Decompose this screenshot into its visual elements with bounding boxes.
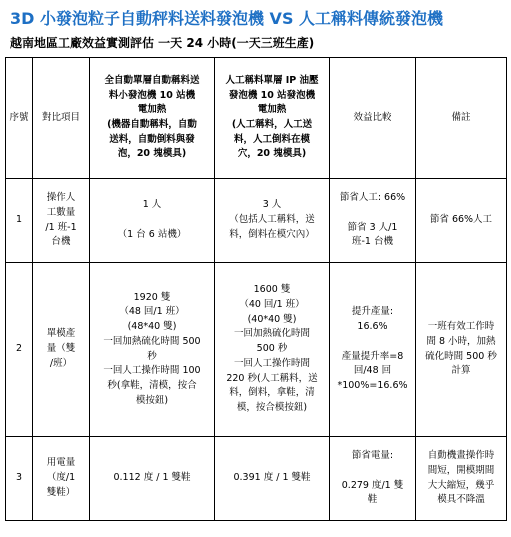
cell-remark (416, 437, 507, 521)
text-line: 穴，20 塊模具) (237, 148, 307, 160)
cell-benefit (330, 179, 416, 263)
text-line: 自動機畫操作時 (427, 450, 495, 462)
header-manual-machine (215, 58, 330, 179)
text-line: 提升產量: (351, 306, 394, 318)
text-line: 一回加熱硫化時間 500 (103, 335, 201, 347)
text-line: 節省 3 人/1 (347, 221, 398, 233)
text-line: (人工稱料，人工送 (231, 119, 313, 130)
text-line: 用電量 (46, 457, 76, 469)
cell-benefit (330, 437, 416, 521)
text-line: 模按鈕) (135, 394, 169, 406)
text-line: 發泡機 10 站發泡機 (228, 89, 316, 101)
cell-manual (215, 179, 330, 263)
text-line: (40*40 雙) (247, 313, 297, 325)
text-line: /1 班-1 (45, 221, 77, 233)
header-remark: 備註 (416, 58, 507, 179)
cell-auto (90, 437, 215, 521)
header-item: 對比項目 (33, 58, 90, 179)
text-line: 秒 (147, 350, 157, 362)
text-line: 一回加熱硫化時間 (233, 328, 310, 340)
text-line (333, 206, 412, 221)
cell-no: 1 (6, 179, 33, 263)
text-line: 硫化時間 500 秒 (425, 350, 497, 362)
text-line: 0.391 度 / 1 雙鞋 (233, 472, 311, 484)
cell-no: 3 (6, 437, 33, 521)
text-line: 0.112 度 / 1 雙鞋 (113, 472, 191, 484)
page-title: 3D 小發泡粒子自動秤料送料發泡機 VS 人工稱料傳統發泡機 (10, 9, 444, 28)
table-row (6, 263, 507, 437)
text-line: 鞋 (367, 494, 378, 506)
cell-benefit (330, 263, 416, 437)
header-no: 序號 (6, 58, 33, 179)
text-line: 泡，20 塊模具) (117, 148, 187, 160)
text-line: 台機 (51, 236, 71, 248)
text-line: （48 回/1 班） (119, 306, 185, 318)
text-line: 雙鞋） (46, 486, 76, 498)
text-line: （1 台 6 站機） (117, 228, 187, 240)
text-line: 模具不降溫 (437, 494, 485, 506)
text-line (333, 335, 412, 350)
text-line: （40 回/1 班） (239, 298, 305, 310)
text-line: 間短，開模期間 (427, 464, 495, 476)
text-line: 工數量 (46, 206, 76, 218)
text-line: 一回人工操作時間 100 (103, 365, 201, 377)
text-line: 節省 66%人工 (429, 214, 493, 226)
text-line: 全自動單層自動稱料送 (104, 74, 200, 86)
text-line: 送料，自動倒料與發 (109, 133, 195, 145)
text-line: 單模產 (46, 328, 76, 340)
text-line: 間 8 小時，加熱 (426, 335, 496, 347)
text-line: (機器自動稱料，自動 (107, 119, 197, 130)
text-line: 電加熱 (257, 104, 287, 116)
text-line: (48*40 雙) (127, 321, 177, 333)
text-line: 料，倒料在模穴內） (229, 228, 315, 240)
text-line: 量（雙 (46, 343, 76, 355)
text-line: 模，按合模按鈕) (236, 402, 308, 414)
text-line: 秒(拿鞋，清模，按合 (107, 379, 197, 391)
comparison-table (5, 57, 507, 521)
text-line: 0.279 度/1 雙 (341, 479, 404, 491)
text-line: 1 人 (142, 199, 162, 211)
text-line: 節省人工: 66% (339, 192, 406, 204)
text-line: 16.6% (357, 321, 388, 333)
text-line: 回/48 回 (353, 365, 392, 377)
text-line: 人工稱料單層 IP 油壓 (225, 74, 319, 86)
cell-manual (215, 263, 330, 437)
text-line: 500 秒 (256, 343, 288, 355)
cell-remark (416, 179, 507, 263)
cell-item (33, 437, 90, 521)
cell-remark (416, 263, 507, 437)
header-auto-machine (90, 58, 215, 179)
table-header-row (6, 58, 507, 179)
table-row (6, 437, 507, 521)
cell-item (33, 263, 90, 437)
text-line: （度/1 (46, 472, 76, 484)
cell-auto (90, 263, 215, 437)
text-line: （包括人工稱料，送 (229, 214, 315, 226)
text-line: 一班有效工作時 (427, 321, 495, 333)
header-benefit: 效益比較 (330, 58, 416, 179)
page-subtitle: 越南地區工廠效益實測評估 一天 24 小時(一天三班生產) (10, 36, 315, 50)
text-line: 操作人 (46, 192, 76, 204)
text-line: 班-1 台機 (352, 236, 393, 248)
text-line: *100%=16.6% (337, 379, 408, 391)
cell-manual (215, 437, 330, 521)
text-line: 大大縮短，幾乎 (427, 479, 495, 491)
cell-item (33, 179, 90, 263)
text-line: 料，人工倒料在模 (233, 133, 310, 145)
text-line: 產量提升率=8 (341, 350, 404, 362)
cell-no: 2 (6, 263, 33, 437)
text-line: /班） (49, 357, 73, 369)
text-line: 料小發泡機 10 站機 (108, 89, 196, 101)
text-line (93, 213, 211, 228)
table-row (6, 179, 507, 263)
text-line: 220 秒(人工稱料，送 (226, 372, 318, 384)
text-line: 節省電量: (351, 450, 394, 462)
text-line: 3 人 (262, 199, 282, 211)
text-line: 1920 雙 (133, 291, 171, 303)
text-line: 料，倒料，拿鞋，清 (229, 387, 315, 399)
text-line: 一回人工操作時間 (233, 357, 310, 369)
text-line: 1600 雙 (253, 284, 291, 296)
cell-auto (90, 179, 215, 263)
text-line (333, 464, 412, 479)
text-line: 電加熱 (137, 104, 167, 116)
text-line: 計算 (451, 365, 471, 377)
